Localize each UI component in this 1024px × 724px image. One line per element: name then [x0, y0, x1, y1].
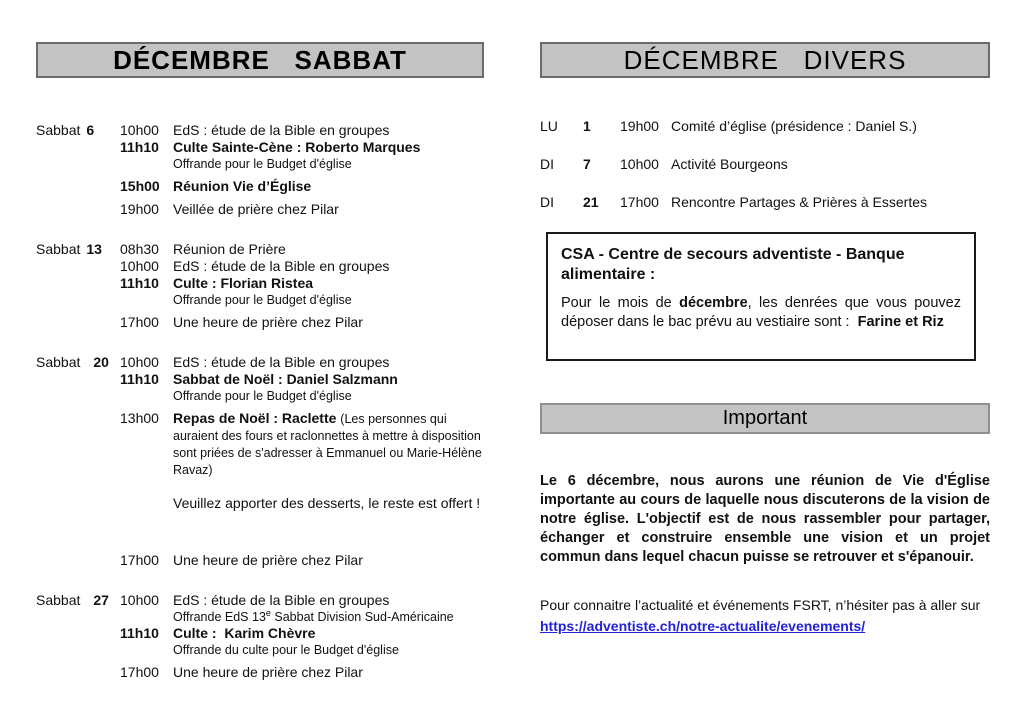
- event-text: Culte Sainte-Cène : Roberto Marques: [173, 139, 421, 155]
- schedule-row: [120, 258, 484, 275]
- event-text: Une heure de prière chez Pilar: [173, 314, 363, 330]
- schedule-row: [120, 122, 484, 139]
- time-label: 10h00: [120, 354, 159, 370]
- day-name: Sabbat: [36, 354, 81, 370]
- schedule-rows: [120, 122, 484, 218]
- divers-header-title: DÉCEMBRE DIVERS: [623, 44, 907, 75]
- time-label: 10h00: [620, 156, 659, 172]
- weekday-label: DI: [540, 156, 554, 172]
- time-label: 10h00: [120, 592, 159, 608]
- event-text: EdS : étude de la Bible en groupes: [173, 122, 390, 138]
- offering-note: Offrande pour le Budget d'église: [173, 157, 352, 171]
- event-text: Une heure de prière chez Pilar: [173, 552, 363, 568]
- sabbat-header-title: DÉCEMBRE SABBAT: [113, 44, 407, 75]
- ordinal-superscript: e: [265, 607, 271, 618]
- time-label: 08h30: [120, 241, 159, 257]
- parenthetical-note: (Les personnes qui auraient des fours et raclonnettes à mettre à disposition sont priées de s'adresser à Emmanuel ou Marie-Hélène Ravaz): [173, 412, 486, 477]
- divers-column: [540, 42, 990, 637]
- important-paragraph: Le 6 décembre, nous aurons une réunion de Vie d'Église importante au cours de laquelle nous discuterons de la vision de notre église. L'objectif est de nous rassembler pour partager, échanger et construire ensemble une vision et un projet commun dans lequel chacun puisse se retrouver et s'épanouir.: [540, 473, 990, 565]
- schedule-row: [120, 201, 484, 218]
- event-text: Réunion de Prière: [173, 241, 286, 257]
- time-label: 10h00: [120, 122, 159, 138]
- schedule-row: [120, 664, 484, 681]
- date-number: 1: [583, 118, 591, 134]
- time-label: 11h10: [120, 139, 159, 155]
- schedule-row: [120, 625, 484, 658]
- schedule-rows: [120, 241, 484, 331]
- time-label: 17h00: [120, 664, 159, 680]
- schedule-row: [120, 178, 484, 195]
- extra-note: Veuillez apporter des desserts, le reste est offert !: [173, 495, 481, 511]
- day-label: [36, 354, 120, 569]
- day-number: 13: [86, 241, 102, 257]
- event-text: Réunion Vie d’Église: [173, 178, 312, 194]
- time-label: 19h00: [620, 118, 659, 134]
- footer-text: Pour connaitre l’actualité et événements FSRT, n’hésiter pas à aller sur: [540, 597, 981, 613]
- schedule-row: [120, 592, 484, 625]
- events-link[interactable]: https://adventiste.ch/notre-actualite/evenements/: [540, 618, 866, 634]
- event-text: Comité d’église (présidence : Daniel S.): [671, 118, 917, 134]
- divers-list: [540, 118, 990, 211]
- sabbat-schedule: [36, 122, 484, 681]
- event-text: Rencontre Partages & Prières à Essertes: [671, 194, 928, 210]
- event-text: Repas de Noël : Raclette: [173, 410, 341, 426]
- date-number: 21: [583, 194, 599, 210]
- day-section-sabbat-20: [36, 354, 484, 569]
- csa-items-bold: Farine et Riz: [857, 314, 944, 330]
- day-number: 20: [93, 354, 109, 370]
- schedule-row: [120, 275, 484, 308]
- event-text: EdS : étude de la Bible en groupes: [173, 354, 390, 370]
- day-label: [36, 592, 120, 681]
- divers-row: [540, 118, 990, 135]
- day-name: Sabbat: [36, 241, 81, 257]
- important-banner: [540, 403, 990, 434]
- day-number: 27: [93, 592, 109, 608]
- date-number: 7: [583, 156, 591, 172]
- schedule-row: [120, 314, 484, 331]
- time-label: 11h10: [120, 371, 159, 387]
- event-text: Culte : Karim Chèvre: [173, 625, 316, 641]
- important-title: Important: [722, 407, 808, 429]
- day-section-sabbat-13: [36, 241, 484, 331]
- event-text: Culte : Florian Ristea: [173, 275, 314, 291]
- weekday-label: DI: [540, 194, 554, 210]
- time-label: 10h00: [120, 258, 159, 274]
- day-section-sabbat-6: [36, 122, 484, 218]
- day-section-sabbat-27: [36, 592, 484, 681]
- time-label: 17h00: [120, 552, 159, 568]
- event-text: Veillée de prière chez Pilar: [173, 201, 339, 217]
- event-text: Une heure de prière chez Pilar: [173, 664, 363, 680]
- schedule-rows: [120, 354, 484, 569]
- schedule-row: [120, 552, 484, 569]
- schedule-rows: [120, 592, 484, 681]
- schedule-row: [120, 371, 484, 404]
- day-number: 6: [86, 122, 95, 138]
- offering-note: Offrande EdS 13e Sabbat Division Sud-Américaine: [173, 607, 454, 624]
- schedule-row: [120, 139, 484, 172]
- time-label: 17h00: [620, 194, 659, 210]
- sabbat-header-banner: [36, 42, 484, 78]
- footer-note: [540, 595, 990, 637]
- event-text: Activité Bourgeons: [671, 156, 788, 172]
- divers-header-banner: [540, 42, 990, 78]
- divers-row: [540, 156, 990, 173]
- csa-box: [546, 232, 976, 361]
- offering-note: Offrande du culte pour le Budget d'église: [173, 643, 399, 657]
- schedule-row: [120, 410, 484, 546]
- time-label: 15h00: [120, 178, 160, 194]
- csa-body: Pour le mois de décembre, les denrées que vous pouvez déposer dans le bac prévu au vestiaire sont : Farine et Riz: [561, 295, 966, 330]
- sabbat-column: [36, 42, 484, 704]
- time-label: 11h10: [120, 625, 159, 641]
- offering-note: Offrande pour le Budget d'église: [173, 389, 352, 403]
- time-label: 13h00: [120, 410, 159, 426]
- schedule-row: [120, 354, 484, 371]
- event-text: Sabbat de Noël : Daniel Salzmann: [173, 371, 398, 387]
- schedule-row: [120, 241, 484, 258]
- weekday-label: LU: [540, 118, 558, 134]
- event-text: EdS : étude de la Bible en groupes: [173, 258, 390, 274]
- event-text: EdS : étude de la Bible en groupes: [173, 592, 390, 608]
- csa-month-bold: décembre: [679, 295, 748, 311]
- time-label: 17h00: [120, 314, 159, 330]
- time-label: 19h00: [120, 201, 159, 217]
- day-name: Sabbat: [36, 592, 81, 608]
- csa-title: CSA - Centre de secours adventiste - Banque alimentaire :: [561, 246, 905, 283]
- day-name: Sabbat: [36, 122, 81, 138]
- divers-row: [540, 194, 990, 211]
- offering-note: Offrande pour le Budget d'église: [173, 293, 352, 307]
- time-label: 11h10: [120, 275, 159, 291]
- day-label: [36, 241, 120, 331]
- day-label: [36, 122, 120, 218]
